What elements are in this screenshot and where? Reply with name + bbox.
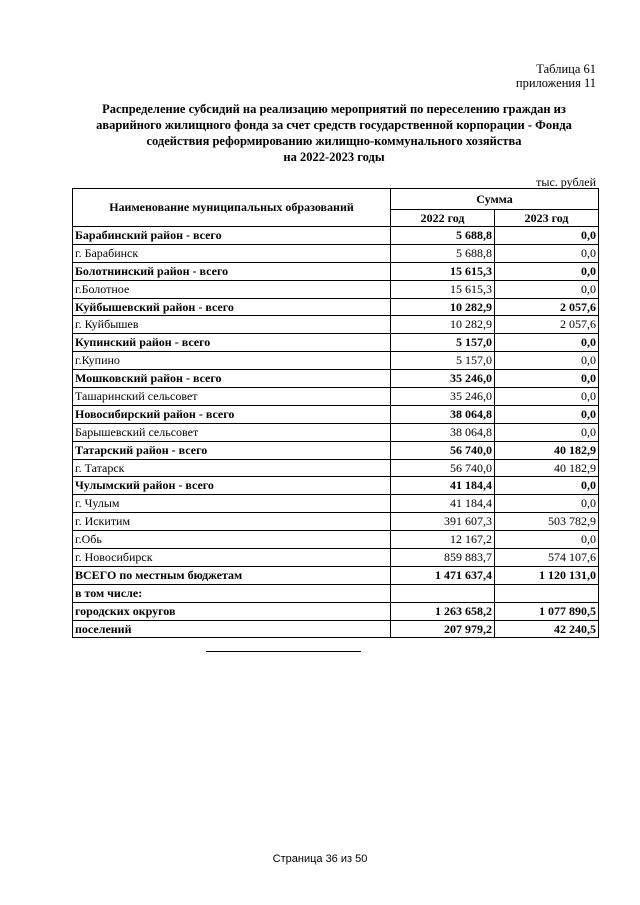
row-value-2023: 40 182,9 [495,459,599,477]
row-name: Болотнинский район - всего [73,262,391,280]
units-label: тыс. рублей [536,175,596,189]
row-name: Барышевский сельсовет [73,423,391,441]
subsidy-table [72,188,599,638]
row-name: г. Куйбышев [73,316,391,334]
row-value-2023: 0,0 [495,405,599,423]
row-value-2023: 0,0 [495,244,599,262]
row-name: г. Чулым [73,495,391,513]
table-row [73,244,599,262]
table-number: Таблица 61 [536,62,596,76]
row-value-2022: 1 471 637,4 [391,566,495,584]
row-value-2022: 41 184,4 [391,477,495,495]
row-name: г. Татарск [73,459,391,477]
row-value-2022: 38 064,8 [391,405,495,423]
table-row [73,405,599,423]
title-line: на 2022-2023 годы [283,150,385,164]
row-name: Барабинский район - всего [73,227,391,245]
row-value-2022: 1 263 658,2 [391,602,495,620]
row-value-2023 [495,584,599,602]
row-value-2023: 2 057,6 [495,316,599,334]
row-value-2023: 1 120 131,0 [495,566,599,584]
table-row [73,352,599,370]
row-value-2022: 15 615,3 [391,280,495,298]
title-line: Распределение субсидий на реализацию мероприятий по переселению граждан из [102,102,566,116]
row-value-2023: 0,0 [495,531,599,549]
table-row [73,370,599,388]
table-row [73,280,599,298]
row-name: г.Купино [73,352,391,370]
table-row [73,566,599,584]
row-name: ВСЕГО по местным бюджетам [73,566,391,584]
table-row [73,388,599,406]
row-value-2023: 40 182,9 [495,441,599,459]
row-value-2022: 35 246,0 [391,370,495,388]
row-value-2023: 503 782,9 [495,513,599,531]
row-name: в том числе: [73,584,391,602]
row-name: Купинский район - всего [73,334,391,352]
table-row [73,298,599,316]
table-row [73,262,599,280]
table-row [73,549,599,567]
row-value-2023: 0,0 [495,280,599,298]
row-value-2022: 35 246,0 [391,388,495,406]
table-row [73,602,599,620]
row-value-2022: 207 979,2 [391,620,495,638]
table-row [73,227,599,245]
title-line: содействия реформированию жилищно-коммунального хозяйства [146,134,522,148]
row-value-2022: 56 740,0 [391,459,495,477]
row-value-2022: 5 157,0 [391,352,495,370]
row-value-2023: 42 240,5 [495,620,599,638]
row-value-2022: 5 688,8 [391,244,495,262]
table-row [73,441,599,459]
row-name: Татарский район - всего [73,441,391,459]
table-row [73,334,599,352]
row-value-2022: 391 607,3 [391,513,495,531]
row-value-2023: 0,0 [495,352,599,370]
row-name: Мошковский район - всего [73,370,391,388]
table-row [73,316,599,334]
table-row [73,423,599,441]
row-value-2023: 2 057,6 [495,298,599,316]
table-row [73,513,599,531]
table-row [73,620,599,638]
row-name: Новосибирский район - всего [73,405,391,423]
row-name: Ташаринский сельсовет [73,388,391,406]
row-name: г.Болотное [73,280,391,298]
table-row [73,459,599,477]
row-value-2022: 56 740,0 [391,441,495,459]
row-name: г. Новосибирск [73,549,391,567]
row-value-2022: 12 167,2 [391,531,495,549]
row-value-2023: 0,0 [495,388,599,406]
row-value-2022: 10 282,9 [391,298,495,316]
table-row [73,584,599,602]
row-value-2023: 0,0 [495,495,599,513]
row-value-2023: 574 107,6 [495,549,599,567]
row-name: г. Искитим [73,513,391,531]
table-row [73,495,599,513]
row-value-2022: 41 184,4 [391,495,495,513]
column-header-2023: 2023 год [495,210,599,227]
column-header-sum: Сумма [391,189,599,210]
row-value-2023: 0,0 [495,334,599,352]
row-value-2023: 0,0 [495,370,599,388]
row-value-2023: 0,0 [495,423,599,441]
table-row [73,531,599,549]
column-header-2022: 2022 год [391,210,495,227]
row-value-2022: 5 157,0 [391,334,495,352]
row-value-2022: 10 282,9 [391,316,495,334]
row-value-2022: 15 615,3 [391,262,495,280]
row-value-2022 [391,584,495,602]
page-number: Страница 36 из 50 [272,853,368,865]
title-line: аварийного жилищного фонда за счет средств государственной корпорации - Фонда [96,118,572,132]
row-name: Куйбышевский район - всего [73,298,391,316]
row-value-2023: 0,0 [495,262,599,280]
row-name: городских округов [73,602,391,620]
row-name: поселений [73,620,391,638]
row-value-2023: 1 077 890,5 [495,602,599,620]
appendix-reference: приложения 11 [515,76,596,90]
separator-line [206,651,361,652]
row-name: г.Обь [73,531,391,549]
row-name: г. Барабинск [73,244,391,262]
row-value-2022: 5 688,8 [391,227,495,245]
table-row [73,477,599,495]
row-value-2023: 0,0 [495,477,599,495]
table-number-block [516,62,596,90]
column-header-name: Наименование муниципальных образований [73,189,391,227]
row-name: Чулымский район - всего [73,477,391,495]
document-title [72,101,596,165]
table-body [73,227,599,638]
row-value-2023: 0,0 [495,227,599,245]
row-value-2022: 859 883,7 [391,549,495,567]
row-value-2022: 38 064,8 [391,423,495,441]
